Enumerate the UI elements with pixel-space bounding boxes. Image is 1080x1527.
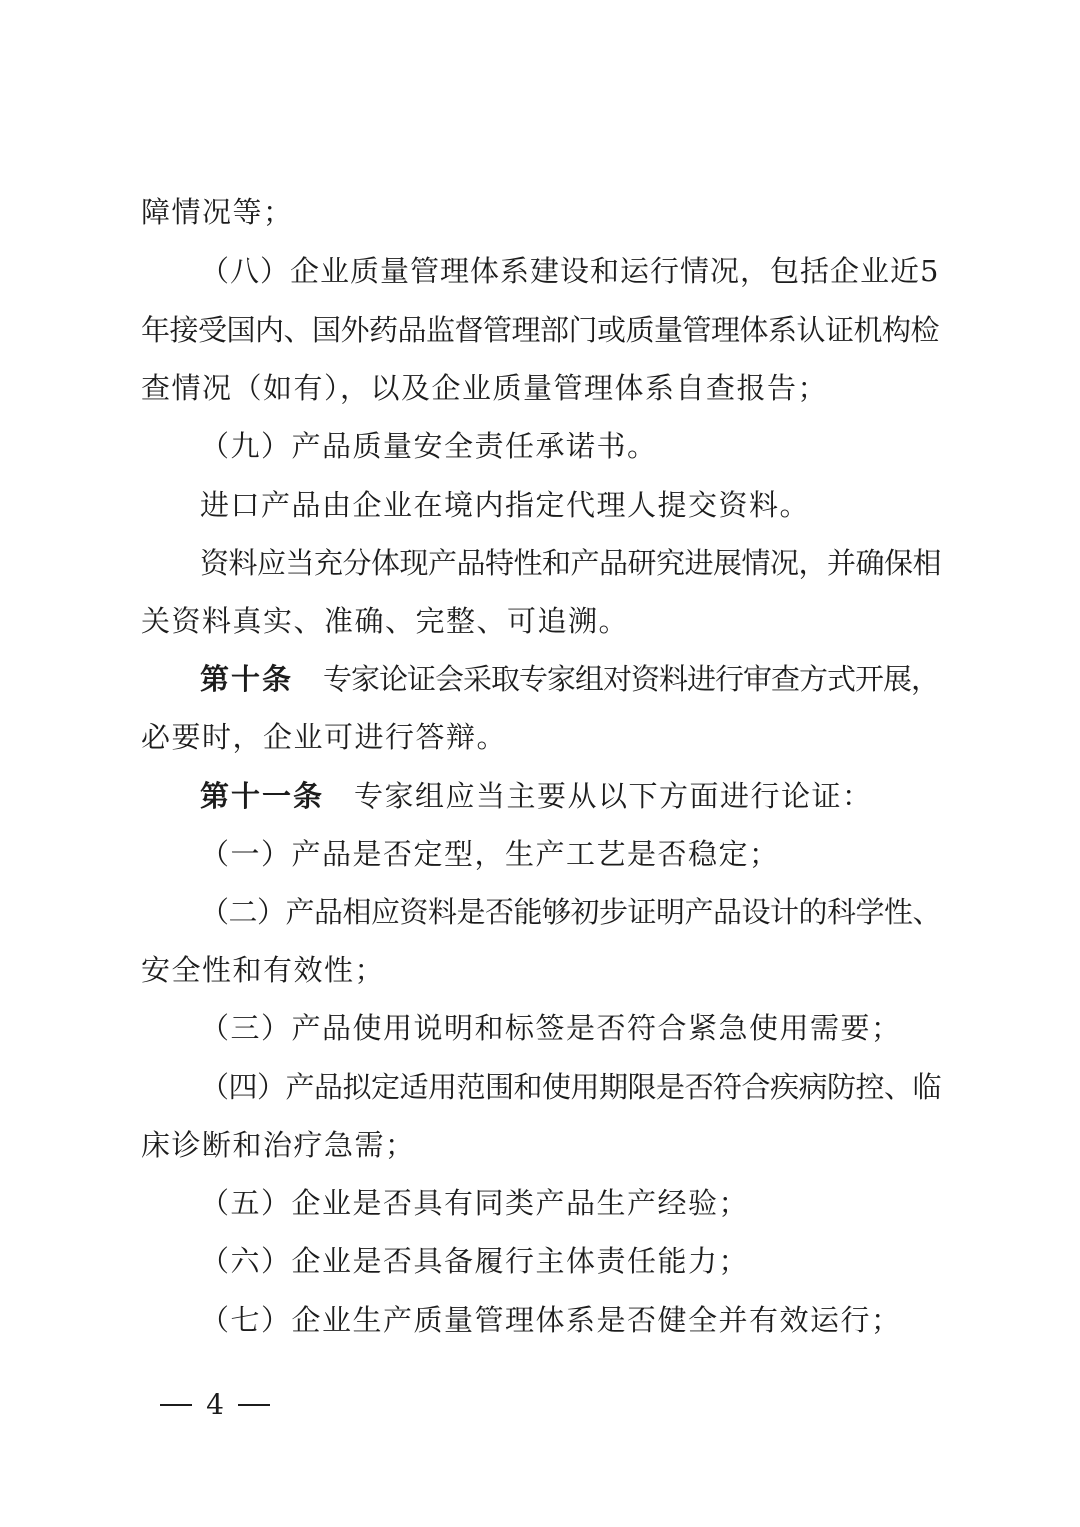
criterion-two-line-1: （二）产品相应资料是否能够初步证明产品设计的科学性、: [200, 895, 942, 929]
material-requirement-line-1: 资料应当充分体现产品特性和产品研究进展情况，并确保相: [200, 546, 942, 580]
item-eight-line-1: （八）企业质量管理体系建设和运行情况，包括企业近5: [200, 254, 940, 288]
criterion-seven: （七）企业生产质量管理体系是否健全并有效运行；: [200, 1303, 902, 1337]
page-number-footer: [160, 1385, 270, 1425]
criterion-four-line-2: 床诊断和治疗急需；: [141, 1128, 416, 1162]
item-eight-line-3: 查情况（如有），以及企业质量管理体系自查报告；: [141, 371, 829, 405]
article-eleven-line-1: [200, 776, 941, 816]
criterion-one: （一）产品是否定型，生产工艺是否稳定；: [200, 837, 780, 871]
paragraph-continuation: 障情况等；: [141, 195, 294, 229]
import-note: 进口产品由企业在境内指定代理人提交资料。: [200, 488, 811, 522]
page-number-left-dash: [160, 1404, 192, 1406]
article-ten-heading: 第十条: [200, 662, 294, 696]
criterion-four-line-1: （四）产品拟定适用范围和使用期限是否符合疾病防控、临: [200, 1070, 942, 1104]
page-number-right-dash: [238, 1404, 270, 1406]
criterion-six: （六）企业是否具备履行主体责任能力；: [200, 1244, 750, 1278]
item-eight-line-2: 年接受国内、国外药品监督管理部门或质量管理体系认证机构检: [141, 313, 940, 347]
criterion-two-line-2: 安全性和有效性；: [141, 953, 386, 987]
criterion-five: （五）企业是否具有同类产品生产经验；: [200, 1186, 750, 1220]
article-ten-text: 专家论证会采取专家组对资料进行审查方式开展，: [323, 662, 940, 696]
criterion-three: （三）产品使用说明和标签是否符合紧急使用需要；: [200, 1011, 902, 1045]
article-eleven-text: 专家组应当主要从以下方面进行论证：: [354, 779, 873, 813]
item-nine: （九）产品质量安全责任承诺书。: [200, 429, 658, 463]
article-ten-line-2: 必要时，企业可进行答辩。: [141, 720, 508, 754]
article-eleven-heading: 第十一条: [200, 779, 325, 813]
material-requirement-line-2: 关资料真实、准确、完整、可追溯。: [141, 604, 630, 638]
page-number: 4: [206, 1388, 224, 1421]
article-ten-line-1: [200, 659, 941, 699]
